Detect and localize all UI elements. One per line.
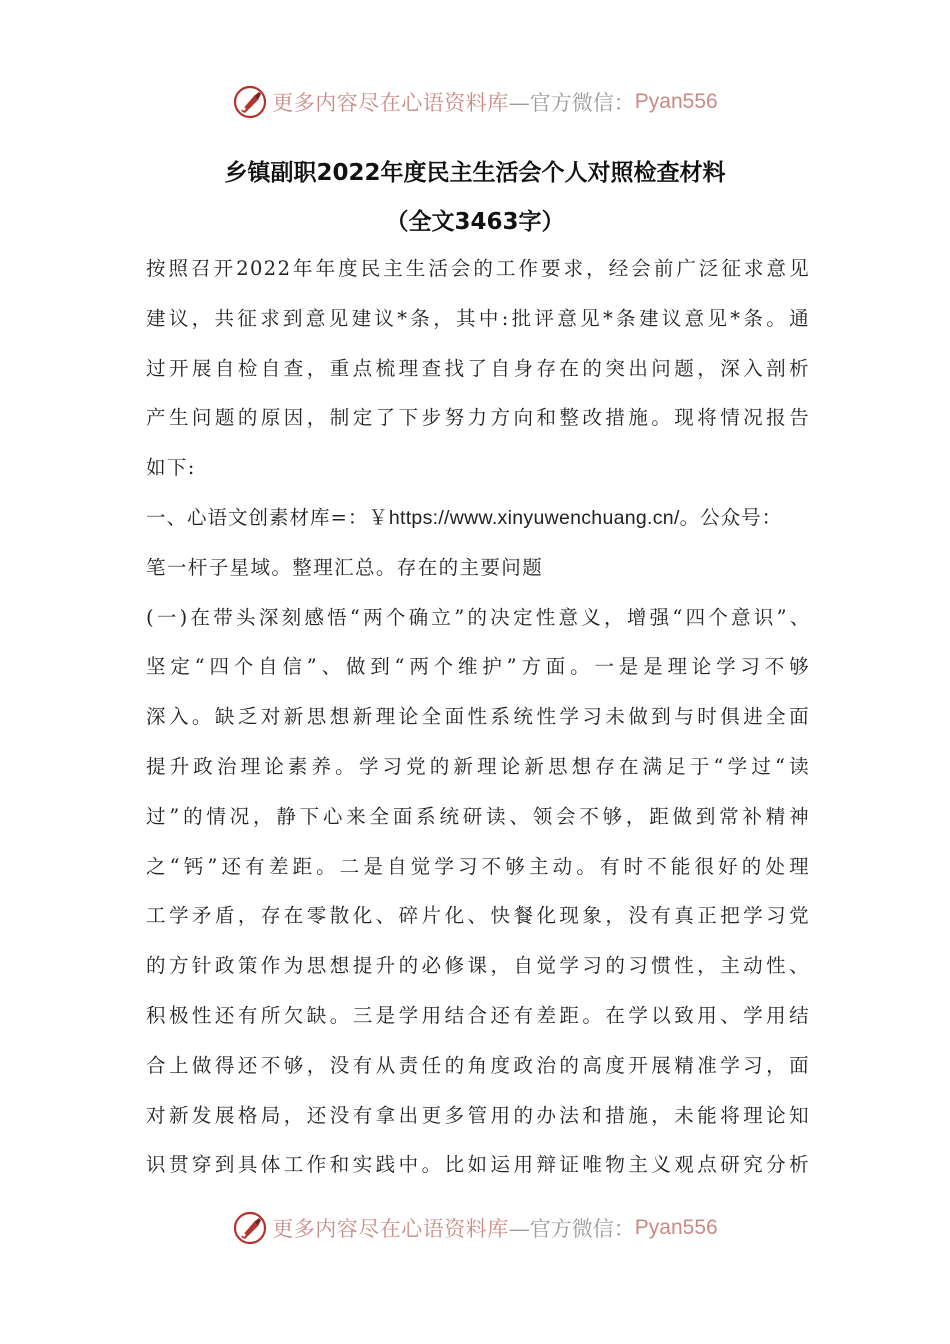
ad-url-link[interactable]: https://www.xinyuwenchuang.cn/	[388, 506, 680, 529]
body-line: 过”的情况，静下心来全面系统研读、领会不够，距做到常补精神	[146, 804, 810, 828]
header-banner	[0, 80, 950, 124]
body-line: 深入。缺乏对新思想新理论全面性系统性学习未做到与时俱进全面	[146, 705, 810, 729]
body-line: 对新发展格局，还没有拿出更多管用的办法和措施，未能将理论知	[146, 1103, 810, 1127]
body-line: 的方针政策作为思想提升的必修课，自觉学习的习惯性，主动性、	[146, 954, 810, 978]
document-subtitle: （全文3463字）	[385, 209, 565, 235]
banner-wechat-id: Pyan556	[634, 1216, 718, 1239]
body-line: 建议，共征求到意见建议*条，其中:批评意见*条建议意见*条。通	[146, 306, 810, 330]
body-line: 如下:	[146, 456, 196, 480]
document-title: 乡镇副职2022年度民主生活会个人对照检查材料	[224, 160, 726, 186]
ad-prefix: 一、心语文创素材库=：￥	[146, 505, 389, 529]
banner-separator: —官方微信：	[508, 1217, 635, 1241]
banner-text: 更多内容尽在心语资料库	[272, 91, 509, 115]
body-line: 坚定“四个自信”、做到“两个维护”方面。一是是理论学习不够	[146, 655, 810, 679]
document-body	[146, 244, 810, 1190]
ad-line	[146, 493, 810, 543]
body-line: 合上做得还不够，没有从责任的角度政治的高度开展精准学习，面	[146, 1053, 810, 1077]
pen-nib-logo-icon	[232, 1210, 268, 1246]
banner-wechat-id: Pyan556	[634, 90, 718, 113]
body-line: (一)在带头深刻感悟“两个确立”的决定性意义，增强“四个意识”、	[146, 605, 810, 629]
body-line: 笔一杆子星域。整理汇总。存在的主要问题	[146, 555, 544, 579]
body-line: 提升政治理论素养。学习党的新理论新思想存在满足于“学过“读	[146, 754, 810, 778]
banner-separator: —官方微信：	[508, 91, 635, 115]
body-line: 识贯穿到具体工作和实践中。比如运用辩证唯物主义观点研究分析	[146, 1153, 810, 1177]
banner-text: 更多内容尽在心语资料库	[272, 1217, 509, 1241]
body-line: 过开展自检自查，重点梳理查找了自身存在的突出问题，深入剖析	[146, 356, 810, 380]
body-line: 工学矛盾，存在零散化、碎片化、快餐化现象，没有真正把学习党	[146, 904, 810, 928]
pen-nib-logo-icon	[232, 84, 268, 120]
body-line: 按照召开2022年年度民主生活会的工作要求，经会前广泛征求意见	[146, 257, 810, 280]
body-line: 产生问题的原因，制定了下步努力方向和整改措施。现将情况报告	[146, 406, 810, 430]
body-line: 之“钙”还有差距。二是自觉学习不够主动。有时不能很好的处理	[146, 854, 810, 878]
body-line: 积极性还有所欠缺。三是学用结合还有差距。在学以致用、学用结	[146, 1003, 810, 1027]
ad-suffix: 。公众号：	[679, 505, 783, 529]
footer-banner	[0, 1206, 950, 1250]
